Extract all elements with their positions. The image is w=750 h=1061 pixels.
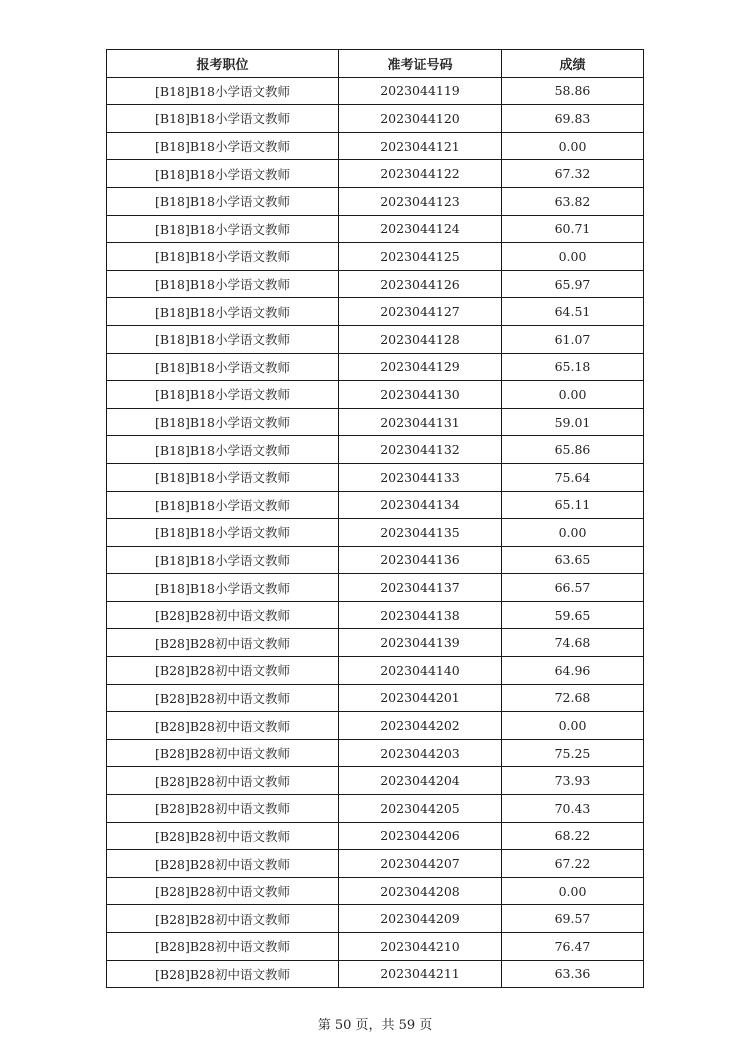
table-row [107,160,644,188]
cell-ticket-number: 2023044208 [339,877,502,905]
table-row [107,767,644,795]
cell-position: [B28]B28初中语文教师 [107,960,339,988]
cell-score: 63.36 [502,960,644,988]
cell-position: [B28]B28初中语文教师 [107,657,339,685]
cell-score: 63.82 [502,187,644,215]
cell-position: [B28]B28初中语文教师 [107,905,339,933]
cell-position: [B18]B18小学语文教师 [107,325,339,353]
score-table [106,49,644,988]
cell-score: 75.64 [502,463,644,491]
table-row [107,519,644,547]
cell-score: 0.00 [502,712,644,740]
cell-score: 67.22 [502,850,644,878]
cell-position: [B28]B28初中语文教师 [107,822,339,850]
table-row [107,187,644,215]
cell-ticket-number: 2023044207 [339,850,502,878]
cell-position: [B18]B18小学语文教师 [107,270,339,298]
cell-position: [B18]B18小学语文教师 [107,436,339,464]
table-row [107,629,644,657]
header-row [107,50,644,78]
cell-position: [B28]B28初中语文教师 [107,601,339,629]
cell-position: [B18]B18小学语文教师 [107,160,339,188]
table-row [107,960,644,988]
cell-position: [B18]B18小学语文教师 [107,491,339,519]
cell-ticket-number: 2023044210 [339,933,502,961]
cell-ticket-number: 2023044139 [339,629,502,657]
cell-score: 72.68 [502,684,644,712]
cell-score: 65.11 [502,491,644,519]
cell-position: [B28]B28初中语文教师 [107,712,339,740]
cell-ticket-number: 2023044135 [339,519,502,547]
cell-ticket-number: 2023044205 [339,795,502,823]
header-score: 成绩 [502,50,644,78]
cell-ticket-number: 2023044132 [339,436,502,464]
cell-position: [B28]B28初中语文教师 [107,767,339,795]
cell-position: [B28]B28初中语文教师 [107,629,339,657]
cell-ticket-number: 2023044211 [339,960,502,988]
cell-score: 59.65 [502,601,644,629]
table-row [107,105,644,133]
cell-score: 58.86 [502,77,644,105]
cell-ticket-number: 2023044125 [339,243,502,271]
table-row [107,684,644,712]
cell-score: 60.71 [502,215,644,243]
table-header [107,50,644,78]
table-row [107,353,644,381]
table-row [107,270,644,298]
cell-score: 65.18 [502,353,644,381]
table-body [107,77,644,988]
cell-ticket-number: 2023044120 [339,105,502,133]
table-row [107,463,644,491]
cell-ticket-number: 2023044134 [339,491,502,519]
cell-position: [B18]B18小学语文教师 [107,215,339,243]
cell-score: 65.97 [502,270,644,298]
cell-ticket-number: 2023044201 [339,684,502,712]
cell-score: 67.32 [502,160,644,188]
table-row [107,574,644,602]
cell-ticket-number: 2023044122 [339,160,502,188]
table-row [107,933,644,961]
cell-position: [B28]B28初中语文教师 [107,795,339,823]
cell-position: [B28]B28初中语文教师 [107,933,339,961]
cell-position: [B18]B18小学语文教师 [107,187,339,215]
table-row [107,905,644,933]
table-row [107,739,644,767]
table-row [107,381,644,409]
cell-ticket-number: 2023044204 [339,767,502,795]
cell-position: [B18]B18小学语文教师 [107,546,339,574]
cell-ticket-number: 2023044126 [339,270,502,298]
cell-ticket-number: 2023044130 [339,381,502,409]
header-position: 报考职位 [107,50,339,78]
cell-ticket-number: 2023044136 [339,546,502,574]
cell-ticket-number: 2023044131 [339,408,502,436]
cell-score: 68.22 [502,822,644,850]
score-table-container [106,49,643,988]
cell-ticket-number: 2023044206 [339,822,502,850]
cell-score: 0.00 [502,132,644,160]
cell-ticket-number: 2023044133 [339,463,502,491]
table-row [107,795,644,823]
cell-position: [B28]B28初中语文教师 [107,850,339,878]
cell-ticket-number: 2023044119 [339,77,502,105]
cell-position: [B18]B18小学语文教师 [107,353,339,381]
cell-ticket-number: 2023044127 [339,298,502,326]
table-row [107,215,644,243]
cell-score: 74.68 [502,629,644,657]
table-row [107,850,644,878]
table-row [107,601,644,629]
cell-position: [B28]B28初中语文教师 [107,684,339,712]
cell-position: [B28]B28初中语文教师 [107,877,339,905]
table-row [107,822,644,850]
cell-position: [B18]B18小学语文教师 [107,132,339,160]
cell-score: 73.93 [502,767,644,795]
cell-position: [B18]B18小学语文教师 [107,77,339,105]
table-row [107,132,644,160]
cell-score: 64.96 [502,657,644,685]
cell-ticket-number: 2023044123 [339,187,502,215]
cell-position: [B18]B18小学语文教师 [107,105,339,133]
table-row [107,657,644,685]
cell-position: [B18]B18小学语文教师 [107,381,339,409]
cell-score: 64.51 [502,298,644,326]
page-number: 第 50 页，共 59 页 [317,1018,433,1033]
cell-position: [B18]B18小学语文教师 [107,243,339,271]
cell-score: 69.57 [502,905,644,933]
table-row [107,243,644,271]
cell-score: 0.00 [502,877,644,905]
cell-position: [B28]B28初中语文教师 [107,739,339,767]
cell-ticket-number: 2023044137 [339,574,502,602]
cell-score: 65.86 [502,436,644,464]
cell-ticket-number: 2023044121 [339,132,502,160]
cell-position: [B18]B18小学语文教师 [107,408,339,436]
cell-ticket-number: 2023044138 [339,601,502,629]
cell-score: 70.43 [502,795,644,823]
cell-position: [B18]B18小学语文教师 [107,463,339,491]
cell-score: 61.07 [502,325,644,353]
cell-ticket-number: 2023044128 [339,325,502,353]
cell-ticket-number: 2023044129 [339,353,502,381]
cell-score: 66.57 [502,574,644,602]
cell-score: 59.01 [502,408,644,436]
cell-score: 75.25 [502,739,644,767]
cell-position: [B18]B18小学语文教师 [107,298,339,326]
cell-score: 63.65 [502,546,644,574]
cell-score: 0.00 [502,381,644,409]
table-row [107,712,644,740]
cell-score: 69.83 [502,105,644,133]
cell-ticket-number: 2023044209 [339,905,502,933]
table-row [107,436,644,464]
cell-score: 0.00 [502,243,644,271]
cell-score: 76.47 [502,933,644,961]
cell-ticket-number: 2023044203 [339,739,502,767]
cell-ticket-number: 2023044140 [339,657,502,685]
table-row [107,77,644,105]
table-row [107,298,644,326]
header-ticket-number: 准考证号码 [339,50,502,78]
cell-position: [B18]B18小学语文教师 [107,519,339,547]
cell-ticket-number: 2023044202 [339,712,502,740]
table-row [107,491,644,519]
table-row [107,325,644,353]
cell-position: [B18]B18小学语文教师 [107,574,339,602]
cell-ticket-number: 2023044124 [339,215,502,243]
cell-score: 0.00 [502,519,644,547]
table-row [107,546,644,574]
table-row [107,408,644,436]
table-row [107,877,644,905]
